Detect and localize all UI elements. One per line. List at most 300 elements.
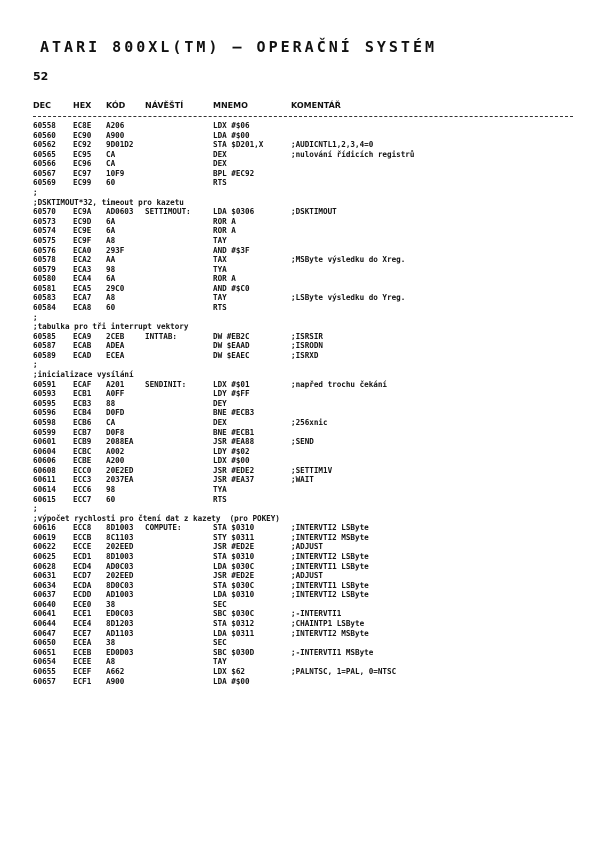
machine-code: A662 xyxy=(106,666,125,676)
mnemonic: ROR A xyxy=(213,226,236,236)
comment-line xyxy=(33,322,578,332)
hex-address: EC8E xyxy=(73,121,92,130)
machine-code: 9D01D2 xyxy=(106,140,134,150)
hex-address: ECC8 xyxy=(73,523,92,533)
comment-text: ;tabulka pro tři interrupt vektory xyxy=(33,322,189,332)
comment: ;ISRODN xyxy=(291,341,324,351)
machine-code: A200 xyxy=(106,456,125,466)
mnemonic: SBC $030C xyxy=(213,609,255,619)
listing-row xyxy=(33,562,578,572)
comment-line xyxy=(33,188,578,198)
machine-code: 8D1003 xyxy=(106,552,134,562)
listing-row xyxy=(33,217,578,227)
dec-address: 60598 xyxy=(33,417,56,427)
mnemonic: LDA #$00 xyxy=(213,676,250,686)
machine-code: 38 xyxy=(106,599,116,609)
hex-address: ECA7 xyxy=(73,293,92,303)
hex-address: ECD7 xyxy=(73,571,92,581)
hex-address: ECC7 xyxy=(73,494,92,504)
machine-code: A002 xyxy=(106,446,125,456)
comment-text: ; xyxy=(33,188,38,198)
hex-address: ECCE xyxy=(73,542,92,552)
comment-line xyxy=(33,370,578,380)
hex-address: ECC3 xyxy=(73,475,92,485)
listing-row xyxy=(33,648,578,658)
dec-address: 60565 xyxy=(33,149,56,159)
dec-address: 60625 xyxy=(33,552,56,562)
comment: ;INTERVTI2 LSByte xyxy=(291,590,369,600)
mnemonic: JSR #EA88 xyxy=(213,437,255,447)
comment: ;CHAINTP1 LSByte xyxy=(291,619,365,629)
hex-address: ECE1 xyxy=(73,609,92,619)
dec-address: 60634 xyxy=(33,580,56,590)
machine-code: 29C0 xyxy=(106,283,125,293)
dec-address: 60608 xyxy=(33,465,56,475)
machine-code: 98 xyxy=(106,264,116,274)
listing-row xyxy=(33,284,578,294)
machine-code: 6A xyxy=(106,226,116,236)
machine-code: A0FF xyxy=(106,389,125,399)
dec-address: 60615 xyxy=(33,494,56,504)
mnemonic: BNE #ECB1 xyxy=(213,427,255,437)
machine-code: CA xyxy=(106,149,116,159)
comment: ;AUDICNTL1,2,3,4=0 xyxy=(291,140,374,150)
machine-code: 60 xyxy=(106,178,116,188)
mnemonic: STA $0312 xyxy=(213,619,255,629)
listing-row xyxy=(33,600,578,610)
page-number: 52 xyxy=(33,70,49,83)
machine-code: 20E2ED xyxy=(106,465,134,475)
comment-line xyxy=(33,360,578,370)
comment: ;INTERVTI2 LSByte xyxy=(291,552,369,562)
header-code: KÓD xyxy=(106,101,126,110)
mnemonic: TAY xyxy=(213,293,227,303)
listing-row xyxy=(33,542,578,552)
listing-row xyxy=(33,236,578,246)
comment: ;INTERVTI2 MSByte xyxy=(291,628,369,638)
mnemonic: TYA xyxy=(213,484,227,494)
machine-code: 88 xyxy=(106,398,116,408)
listing-row xyxy=(33,571,578,581)
mnemonic: TAX xyxy=(213,255,227,265)
listing-row xyxy=(33,399,578,409)
comment: ;256xnic xyxy=(291,417,328,427)
dec-address: 60585 xyxy=(33,331,56,341)
mnemonic: LDX #$06 xyxy=(213,121,250,130)
label: SENDINIT: xyxy=(145,379,187,389)
dec-address: 60573 xyxy=(33,216,56,226)
mnemonic: LDX #$00 xyxy=(213,456,250,466)
machine-code: A8 xyxy=(106,235,116,245)
listing-row xyxy=(33,169,578,179)
dec-address: 60604 xyxy=(33,446,56,456)
listing-row xyxy=(33,255,578,265)
hex-address: EC90 xyxy=(73,130,92,140)
machine-code: A8 xyxy=(106,293,116,303)
dec-address: 60606 xyxy=(33,456,56,466)
dec-address: 60647 xyxy=(33,628,56,638)
hex-address: ECE4 xyxy=(73,619,92,629)
mnemonic: LDA $0311 xyxy=(213,628,255,638)
hex-address: ECA5 xyxy=(73,283,92,293)
dec-address: 60574 xyxy=(33,226,56,236)
comment: ;-INTERVTI1 MSByte xyxy=(291,647,374,657)
comment: ;nulování řídicích registrů xyxy=(291,149,415,159)
machine-code: AD1003 xyxy=(106,590,134,600)
listing-row xyxy=(33,475,578,485)
comment: ;SEND xyxy=(291,437,314,447)
dec-address: 60567 xyxy=(33,168,56,178)
listing-row xyxy=(33,466,578,476)
mnemonic: RTS xyxy=(213,302,227,312)
mnemonic: LDY #$02 xyxy=(213,446,250,456)
mnemonic: TAY xyxy=(213,657,227,667)
machine-code: 2037EA xyxy=(106,475,134,485)
mnemonic: BPL #EC92 xyxy=(213,168,255,178)
hex-address: EC97 xyxy=(73,168,92,178)
listing-row xyxy=(33,178,578,188)
listing-row xyxy=(33,456,578,466)
machine-code: AD1103 xyxy=(106,628,134,638)
hex-address: ECAD xyxy=(73,350,92,360)
listing-row xyxy=(33,581,578,591)
machine-code: 6A xyxy=(106,216,116,226)
comment-line xyxy=(33,313,578,323)
mnemonic: STA $030C xyxy=(213,580,255,590)
listing-row xyxy=(33,590,578,600)
comment: ;MSByte výsledku do Xreg. xyxy=(291,255,406,265)
mnemonic: JSR #ED2E xyxy=(213,571,255,581)
mnemonic: DW #EB2C xyxy=(213,331,250,341)
mnemonic: AND #$3F xyxy=(213,245,250,255)
listing-row xyxy=(33,428,578,438)
listing-row xyxy=(33,341,578,351)
comment: ;PALNTSC, 1=PAL, 0=NTSC xyxy=(291,666,397,676)
hex-address: ECE7 xyxy=(73,628,92,638)
mnemonic: DW $EAEC xyxy=(213,350,250,360)
hex-address: EC96 xyxy=(73,159,92,169)
dec-address: 60595 xyxy=(33,398,56,408)
dec-address: 60596 xyxy=(33,408,56,418)
comment: ;ADJUST xyxy=(291,571,324,581)
machine-code: 10F9 xyxy=(106,168,125,178)
listing-row xyxy=(33,523,578,533)
dec-address: 60589 xyxy=(33,350,56,360)
comment-text: ; xyxy=(33,504,38,514)
comment-text: ;DSKTIMOUT*32, timeout pro kazetu xyxy=(33,197,184,207)
machine-code: 6A xyxy=(106,274,116,284)
dec-address: 60616 xyxy=(33,523,56,533)
machine-code: ED0C03 xyxy=(106,609,134,619)
mnemonic: STY $0311 xyxy=(213,532,255,542)
mnemonic: LDA $0306 xyxy=(213,207,255,217)
listing-row xyxy=(33,131,578,141)
listing-row xyxy=(33,629,578,639)
listing-row xyxy=(33,274,578,284)
page-title: ATARI 800XL(TM) — OPERAČNÍ SYSTÉM xyxy=(40,38,438,56)
column-header xyxy=(33,101,573,115)
comment: ;INTERVTI2 MSByte xyxy=(291,532,369,542)
mnemonic: TAY xyxy=(213,235,227,245)
hex-address: EC9A xyxy=(73,207,92,217)
hex-address: ECB7 xyxy=(73,427,92,437)
hex-address: ECA9 xyxy=(73,331,92,341)
comment-text: ;výpočet rychlosti pro čtení dat z kazety (pro POKEY) xyxy=(33,513,280,523)
hex-address: ECB3 xyxy=(73,398,92,408)
label: SETTIMOUT: xyxy=(145,207,191,217)
header-label: NÁVĚŠTÍ xyxy=(145,101,184,110)
hex-address: ECB9 xyxy=(73,437,92,447)
listing-row xyxy=(33,667,578,677)
mnemonic: ROR A xyxy=(213,216,236,226)
machine-code: D0FD xyxy=(106,408,125,418)
dec-address: 60584 xyxy=(33,302,56,312)
mnemonic: DEX xyxy=(213,159,227,169)
machine-code: AA xyxy=(106,255,116,265)
machine-code: CA xyxy=(106,159,116,169)
dec-address: 60654 xyxy=(33,657,56,667)
dec-address: 60562 xyxy=(33,140,56,150)
comment-line xyxy=(33,504,578,514)
label: COMPUTE: xyxy=(145,523,182,533)
mnemonic: RTS xyxy=(213,178,227,188)
machine-code: 293F xyxy=(106,245,125,255)
hex-address: EC9D xyxy=(73,216,92,226)
hex-address: ECDD xyxy=(73,590,92,600)
hex-address: ECD4 xyxy=(73,561,92,571)
dec-address: 60637 xyxy=(33,590,56,600)
comment: ;ISRXD xyxy=(291,350,319,360)
listing-row xyxy=(33,303,578,313)
hex-address: ECC6 xyxy=(73,484,92,494)
dec-address: 60579 xyxy=(33,264,56,274)
dec-address: 60575 xyxy=(33,235,56,245)
hex-address: ECAF xyxy=(73,379,92,389)
machine-code: 38 xyxy=(106,638,116,648)
header-dec: DEC xyxy=(33,101,51,110)
mnemonic: STA $D201,X xyxy=(213,140,264,150)
machine-code: 8D0C03 xyxy=(106,580,134,590)
hex-address: ECEF xyxy=(73,666,92,676)
mnemonic: DW $EAAD xyxy=(213,341,250,351)
dec-address: 60587 xyxy=(33,341,56,351)
listing-row xyxy=(33,332,578,342)
listing-row xyxy=(33,609,578,619)
dec-address: 60576 xyxy=(33,245,56,255)
mnemonic: TYA xyxy=(213,264,227,274)
dec-address: 60640 xyxy=(33,599,56,609)
listing-row xyxy=(33,408,578,418)
listing-row xyxy=(33,140,578,150)
hex-address: ECA0 xyxy=(73,245,92,255)
mnemonic: DEY xyxy=(213,398,227,408)
comment-line xyxy=(33,198,578,208)
mnemonic: LDA $0310 xyxy=(213,590,255,600)
dec-address: 60611 xyxy=(33,475,56,485)
comment: ;DSKTIMOUT xyxy=(291,207,337,217)
hex-address: ECDA xyxy=(73,580,92,590)
hex-address: ECB1 xyxy=(73,389,92,399)
hex-address: EC92 xyxy=(73,140,92,150)
mnemonic: ROR A xyxy=(213,274,236,284)
listing-row xyxy=(33,677,578,687)
hex-address: ECAB xyxy=(73,341,92,351)
dec-address: 60593 xyxy=(33,389,56,399)
listing-row xyxy=(33,207,578,217)
dec-address: 60641 xyxy=(33,609,56,619)
machine-code: 60 xyxy=(106,494,116,504)
dec-address: 60566 xyxy=(33,159,56,169)
dec-address: 60622 xyxy=(33,542,56,552)
dec-address: 60651 xyxy=(33,647,56,657)
hex-address: ECEB xyxy=(73,647,92,657)
mnemonic: DEX xyxy=(213,149,227,159)
mnemonic: JSR #ED2E xyxy=(213,542,255,552)
machine-code: CA xyxy=(106,417,116,427)
dec-address: 60591 xyxy=(33,379,56,389)
header-divider xyxy=(33,116,573,117)
machine-code: D0F8 xyxy=(106,427,125,437)
machine-code: 8D1003 xyxy=(106,523,134,533)
listing-row xyxy=(33,447,578,457)
hex-address: ECEA xyxy=(73,638,92,648)
machine-code: 202EED xyxy=(106,571,134,581)
dec-address: 60631 xyxy=(33,571,56,581)
mnemonic: SEC xyxy=(213,599,227,609)
dec-address: 60601 xyxy=(33,437,56,447)
header-mnemo: MNEMO xyxy=(213,101,248,110)
machine-code: 2088EA xyxy=(106,437,134,447)
machine-code: A900 xyxy=(106,676,125,686)
dec-address: 60570 xyxy=(33,207,56,217)
mnemonic: AND #$C0 xyxy=(213,283,250,293)
machine-code: 98 xyxy=(106,484,116,494)
listing-row xyxy=(33,121,578,131)
dec-address: 60580 xyxy=(33,274,56,284)
machine-code: AD0C03 xyxy=(106,561,134,571)
dec-address: 60628 xyxy=(33,561,56,571)
label: INTTAB: xyxy=(145,331,178,341)
comment: ;ISRSIR xyxy=(291,331,324,341)
comment-line xyxy=(33,514,578,524)
listing-row xyxy=(33,150,578,160)
machine-code: AD0603 xyxy=(106,207,134,217)
mnemonic: STA $0310 xyxy=(213,523,255,533)
mnemonic: DEX xyxy=(213,417,227,427)
machine-code: 8D1203 xyxy=(106,619,134,629)
hex-address: EC95 xyxy=(73,149,92,159)
hex-address: ECD1 xyxy=(73,552,92,562)
hex-address: ECBE xyxy=(73,456,92,466)
listing-row xyxy=(33,159,578,169)
listing-row xyxy=(33,495,578,505)
listing-row xyxy=(33,246,578,256)
hex-address: ECF1 xyxy=(73,676,92,686)
mnemonic: LDX $62 xyxy=(213,666,246,676)
comment: ;napřed trochu čekání xyxy=(291,379,388,389)
listing-row xyxy=(33,657,578,667)
listing-row xyxy=(33,226,578,236)
dec-address: 60578 xyxy=(33,255,56,265)
dec-address: 60655 xyxy=(33,666,56,676)
hex-address: ECC0 xyxy=(73,465,92,475)
hex-address: ECB4 xyxy=(73,408,92,418)
hex-address: ECA8 xyxy=(73,302,92,312)
comment-text: ; xyxy=(33,312,38,322)
machine-code: 60 xyxy=(106,302,116,312)
hex-address: ECCB xyxy=(73,532,92,542)
dec-address: 60657 xyxy=(33,676,56,686)
dec-address: 60614 xyxy=(33,484,56,494)
listing-row xyxy=(33,265,578,275)
machine-code: A206 xyxy=(106,121,125,130)
hex-address: EC9E xyxy=(73,226,92,236)
comment: ;SETTIM1V xyxy=(291,465,333,475)
hex-address: ECA4 xyxy=(73,274,92,284)
hex-address: ECE0 xyxy=(73,599,92,609)
mnemonic: LDA #$00 xyxy=(213,130,250,140)
dec-address: 60583 xyxy=(33,293,56,303)
hex-address: ECA2 xyxy=(73,255,92,265)
listing-row xyxy=(33,437,578,447)
listing-row xyxy=(33,638,578,648)
comment-text: ; xyxy=(33,360,38,370)
header-hex: HEX xyxy=(73,101,92,110)
mnemonic: BNE #ECB3 xyxy=(213,408,255,418)
comment: ;INTERVTI2 LSByte xyxy=(291,523,369,533)
comment: ;LSByte výsledku do Yreg. xyxy=(291,293,406,303)
dec-address: 60569 xyxy=(33,178,56,188)
listing-row xyxy=(33,533,578,543)
dec-address: 60644 xyxy=(33,619,56,629)
machine-code: 2CEB xyxy=(106,331,125,341)
mnemonic: JSR #EDE2 xyxy=(213,465,255,475)
mnemonic: STA $0310 xyxy=(213,552,255,562)
mnemonic: LDA $030C xyxy=(213,561,255,571)
machine-code: A8 xyxy=(106,657,116,667)
comment: ;INTERVTI1 LSByte xyxy=(291,561,369,571)
comment-text: ;inicializace vysílání xyxy=(33,370,134,380)
mnemonic: JSR #EA37 xyxy=(213,475,255,485)
listing-row xyxy=(33,485,578,495)
comment: ;INTERVTI1 LSByte xyxy=(291,580,369,590)
hex-address: ECEE xyxy=(73,657,92,667)
mnemonic: SEC xyxy=(213,638,227,648)
dec-address: 60650 xyxy=(33,638,56,648)
machine-code: ADEA xyxy=(106,341,125,351)
machine-code: 8C1103 xyxy=(106,532,134,542)
code-listing xyxy=(33,121,578,686)
machine-code: ED0D03 xyxy=(106,647,134,657)
hex-address: EC9F xyxy=(73,235,92,245)
mnemonic: LDY #$FF xyxy=(213,389,250,399)
listing-row xyxy=(33,552,578,562)
machine-code: ECEA xyxy=(106,350,125,360)
mnemonic: SBC $030D xyxy=(213,647,255,657)
dec-address: 60558 xyxy=(33,121,56,130)
hex-address: ECBC xyxy=(73,446,92,456)
listing-row xyxy=(33,389,578,399)
dec-address: 60619 xyxy=(33,532,56,542)
dec-address: 60560 xyxy=(33,130,56,140)
comment: ;-INTERVTI1 xyxy=(291,609,342,619)
machine-code: A900 xyxy=(106,130,125,140)
dec-address: 60599 xyxy=(33,427,56,437)
listing-row xyxy=(33,351,578,361)
comment: ;WAIT xyxy=(291,475,314,485)
header-comment: KOMENTÁŘ xyxy=(291,101,341,110)
mnemonic: RTS xyxy=(213,494,227,504)
